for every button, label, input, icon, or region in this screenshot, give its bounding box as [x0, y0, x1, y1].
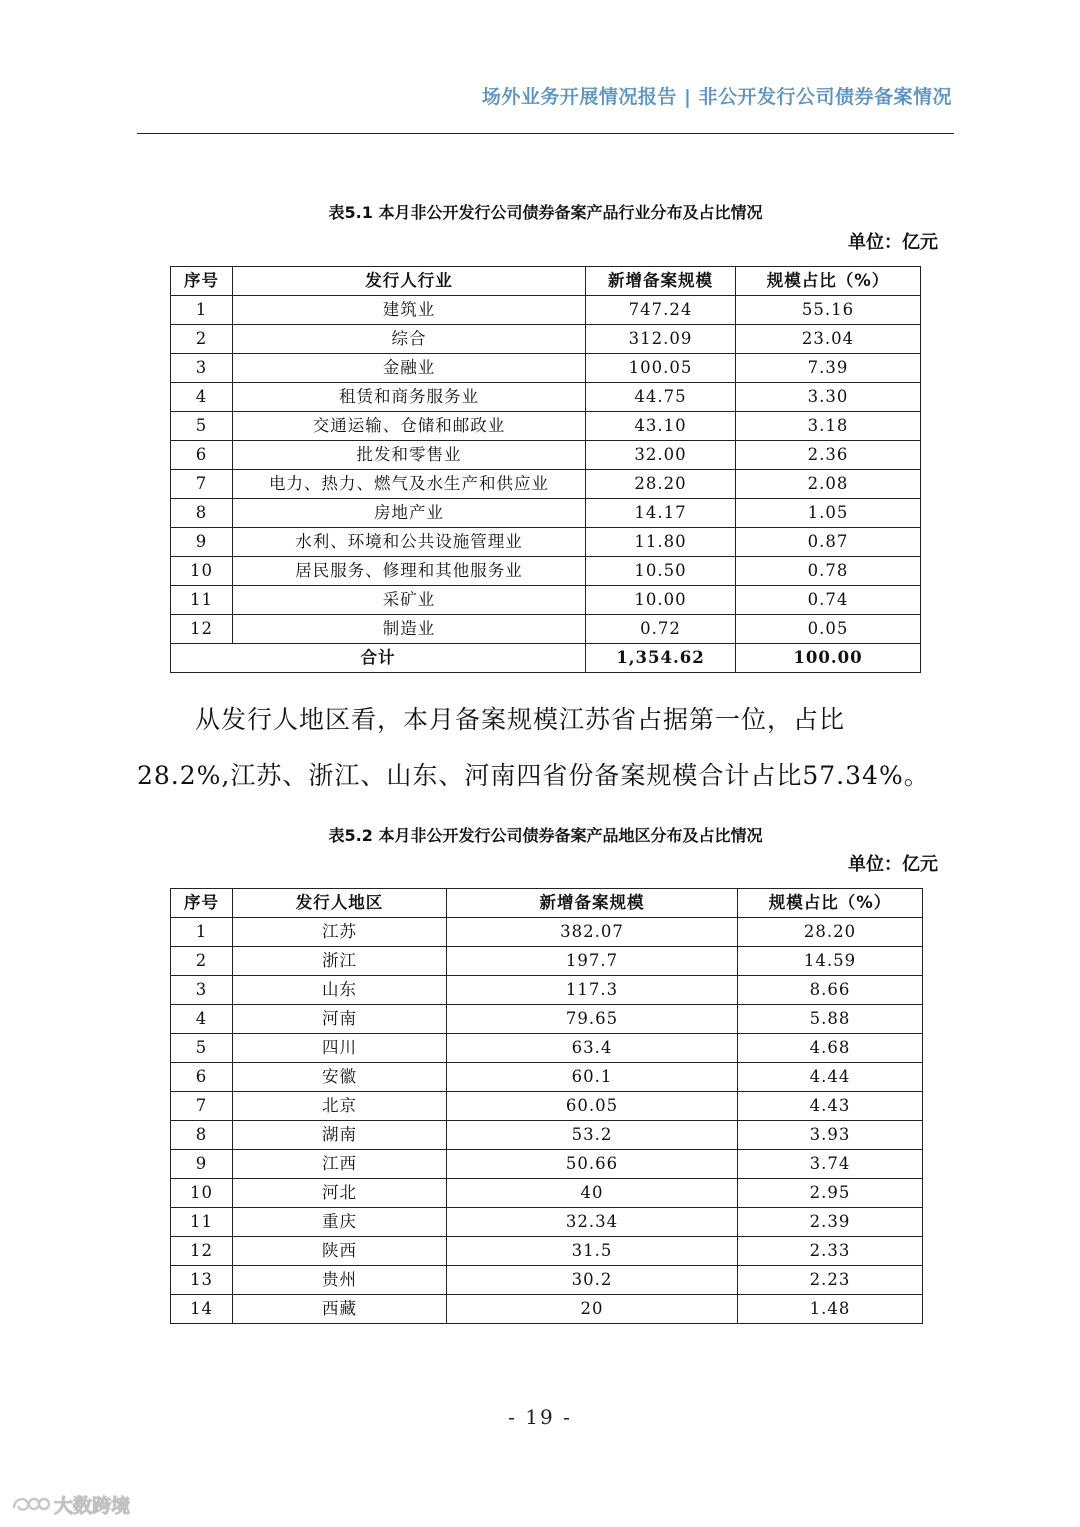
table-row: [171, 976, 923, 1005]
column-header: 新增备案规模: [586, 267, 736, 296]
table-row: [171, 412, 921, 441]
table-row: [171, 470, 921, 499]
row-amount: 747.24: [586, 296, 736, 325]
row-share: 0.05: [736, 615, 921, 644]
row-category: 金融业: [233, 354, 586, 383]
row-index: 12: [171, 1237, 233, 1266]
table-row: [171, 1005, 923, 1034]
row-share: 4.44: [738, 1063, 923, 1092]
row-index: 8: [171, 1121, 233, 1150]
row-category: 房地产业: [233, 499, 586, 528]
row-index: 3: [171, 976, 233, 1005]
row-index: 2: [171, 947, 233, 976]
row-index: 1: [171, 918, 233, 947]
row-index: 9: [171, 528, 233, 557]
row-category: 批发和零售业: [233, 441, 586, 470]
row-amount: 11.80: [586, 528, 736, 557]
row-amount: 43.10: [586, 412, 736, 441]
row-share: 2.23: [738, 1266, 923, 1295]
row-share: 3.18: [736, 412, 921, 441]
watermark: [10, 1491, 130, 1517]
row-index: 3: [171, 354, 233, 383]
row-index: 7: [171, 470, 233, 499]
row-amount: 28.20: [586, 470, 736, 499]
row-share: 28.20: [738, 918, 923, 947]
industry-table: [170, 266, 921, 673]
row-share: 4.68: [738, 1034, 923, 1063]
row-share: 2.36: [736, 441, 921, 470]
row-category: 江苏: [233, 918, 447, 947]
row-share: 7.39: [736, 354, 921, 383]
table-row: [171, 1063, 923, 1092]
row-category: 综合: [233, 325, 586, 354]
row-index: 6: [171, 441, 233, 470]
row-amount: 50.66: [447, 1150, 738, 1179]
table-row: [171, 1237, 923, 1266]
table-row: [171, 615, 921, 644]
column-header: 序号: [171, 889, 233, 918]
row-category: 采矿业: [233, 586, 586, 615]
row-index: 13: [171, 1266, 233, 1295]
row-share: 1.05: [736, 499, 921, 528]
watermark-logo-icon: [10, 1492, 50, 1516]
table2-unit: 单位：亿元: [848, 854, 938, 875]
table-row: [171, 354, 921, 383]
page-number: - 19 -: [508, 1405, 572, 1429]
row-share: 23.04: [736, 325, 921, 354]
row-category: 居民服务、修理和其他服务业: [233, 557, 586, 586]
table-row: [171, 557, 921, 586]
row-category: 陕西: [233, 1237, 447, 1266]
column-header: 发行人行业: [233, 267, 586, 296]
row-index: 4: [171, 1005, 233, 1034]
table-row: [171, 383, 921, 412]
row-amount: 53.2: [447, 1121, 738, 1150]
row-index: 1: [171, 296, 233, 325]
row-amount: 14.17: [586, 499, 736, 528]
row-index: 5: [171, 412, 233, 441]
row-category: 江西: [233, 1150, 447, 1179]
row-share: 2.39: [738, 1208, 923, 1237]
row-amount: 100.05: [586, 354, 736, 383]
column-header: 规模占比（%）: [736, 267, 921, 296]
table-header-row: [171, 267, 921, 296]
table-row: [171, 1208, 923, 1237]
table-row: [171, 441, 921, 470]
row-share: 14.59: [738, 947, 923, 976]
row-share: 3.30: [736, 383, 921, 412]
total-row: [171, 644, 921, 673]
row-share: 0.78: [736, 557, 921, 586]
row-amount: 31.5: [447, 1237, 738, 1266]
row-share: 55.16: [736, 296, 921, 325]
table-row: [171, 947, 923, 976]
row-share: 8.66: [738, 976, 923, 1005]
table-row: [171, 1179, 923, 1208]
table-header-row: [171, 889, 923, 918]
row-index: 4: [171, 383, 233, 412]
table-row: [171, 528, 921, 557]
row-share: 0.74: [736, 586, 921, 615]
row-index: 5: [171, 1034, 233, 1063]
table1-unit: 单位：亿元: [848, 232, 938, 253]
row-category: 租赁和商务服务业: [233, 383, 586, 412]
row-amount: 44.75: [586, 383, 736, 412]
total-label: 合计: [171, 644, 586, 673]
table2-caption: 表5.2 本月非公开发行公司债券备案产品地区分布及占比情况: [328, 826, 763, 845]
row-category: 四川: [233, 1034, 447, 1063]
row-share: 3.93: [738, 1121, 923, 1150]
row-amount: 197.7: [447, 947, 738, 976]
row-share: 5.88: [738, 1005, 923, 1034]
table1-caption: 表5.1 本月非公开发行公司债券备案产品行业分布及占比情况: [328, 203, 763, 222]
row-category: 建筑业: [233, 296, 586, 325]
total-share: 100.00: [736, 644, 921, 673]
row-index: 11: [171, 1208, 233, 1237]
row-amount: 10.00: [586, 586, 736, 615]
total-amount: 1,354.62: [586, 644, 736, 673]
row-share: 3.74: [738, 1150, 923, 1179]
column-header: 序号: [171, 267, 233, 296]
row-category: 安徽: [233, 1063, 447, 1092]
row-share: 1.48: [738, 1295, 923, 1324]
row-share: 2.33: [738, 1237, 923, 1266]
row-share: 2.08: [736, 470, 921, 499]
row-category: 贵州: [233, 1266, 447, 1295]
row-amount: 60.1: [447, 1063, 738, 1092]
row-index: 7: [171, 1092, 233, 1121]
body-paragraph-line-1: 从发行人地区看，本月备案规模江苏省占据第一位，占比: [195, 705, 846, 734]
row-amount: 20: [447, 1295, 738, 1324]
row-amount: 32.34: [447, 1208, 738, 1237]
row-category: 北京: [233, 1092, 447, 1121]
table-row: [171, 1266, 923, 1295]
column-header: 新增备案规模: [447, 889, 738, 918]
table-row: [171, 1034, 923, 1063]
row-amount: 312.09: [586, 325, 736, 354]
row-amount: 60.05: [447, 1092, 738, 1121]
row-category: 西藏: [233, 1295, 447, 1324]
row-category: 湖南: [233, 1121, 447, 1150]
row-category: 电力、热力、燃气及水生产和供应业: [233, 470, 586, 499]
table-row: [171, 1295, 923, 1324]
row-category: 浙江: [233, 947, 447, 976]
row-index: 10: [171, 1179, 233, 1208]
row-category: 河南: [233, 1005, 447, 1034]
table-row: [171, 1092, 923, 1121]
table-row: [171, 918, 923, 947]
table-row: [171, 1150, 923, 1179]
row-amount: 63.4: [447, 1034, 738, 1063]
row-amount: 382.07: [447, 918, 738, 947]
row-amount: 30.2: [447, 1266, 738, 1295]
row-amount: 40: [447, 1179, 738, 1208]
row-index: 14: [171, 1295, 233, 1324]
table-row: [171, 499, 921, 528]
column-header: 发行人地区: [233, 889, 447, 918]
row-amount: 0.72: [586, 615, 736, 644]
row-amount: 32.00: [586, 441, 736, 470]
row-index: 10: [171, 557, 233, 586]
row-category: 河北: [233, 1179, 447, 1208]
row-index: 11: [171, 586, 233, 615]
row-amount: 79.65: [447, 1005, 738, 1034]
row-index: 2: [171, 325, 233, 354]
watermark-text: 大数跨境: [54, 1494, 131, 1517]
table-row: [171, 1121, 923, 1150]
row-share: 2.95: [738, 1179, 923, 1208]
row-category: 水利、环境和公共设施管理业: [233, 528, 586, 557]
row-index: 8: [171, 499, 233, 528]
row-category: 山东: [233, 976, 447, 1005]
region-table: [170, 888, 923, 1324]
row-amount: 10.50: [586, 557, 736, 586]
table-row: [171, 586, 921, 615]
row-amount: 117.3: [447, 976, 738, 1005]
row-category: 制造业: [233, 615, 586, 644]
row-index: 9: [171, 1150, 233, 1179]
row-share: 0.87: [736, 528, 921, 557]
row-category: 交通运输、仓储和邮政业: [233, 412, 586, 441]
table-row: [171, 325, 921, 354]
row-share: 4.43: [738, 1092, 923, 1121]
column-header: 规模占比（%）: [738, 889, 923, 918]
header-title: 场外业务开展情况报告 | 非公开发行公司债券备案情况: [481, 86, 952, 108]
table-row: [171, 296, 921, 325]
row-index: 12: [171, 615, 233, 644]
row-category: 重庆: [233, 1208, 447, 1237]
body-paragraph-line-2: 28.2%,江苏、浙江、山东、河南四省份备案规模合计占比57.34%。: [137, 761, 930, 790]
row-index: 6: [171, 1063, 233, 1092]
header-divider: [137, 133, 954, 134]
